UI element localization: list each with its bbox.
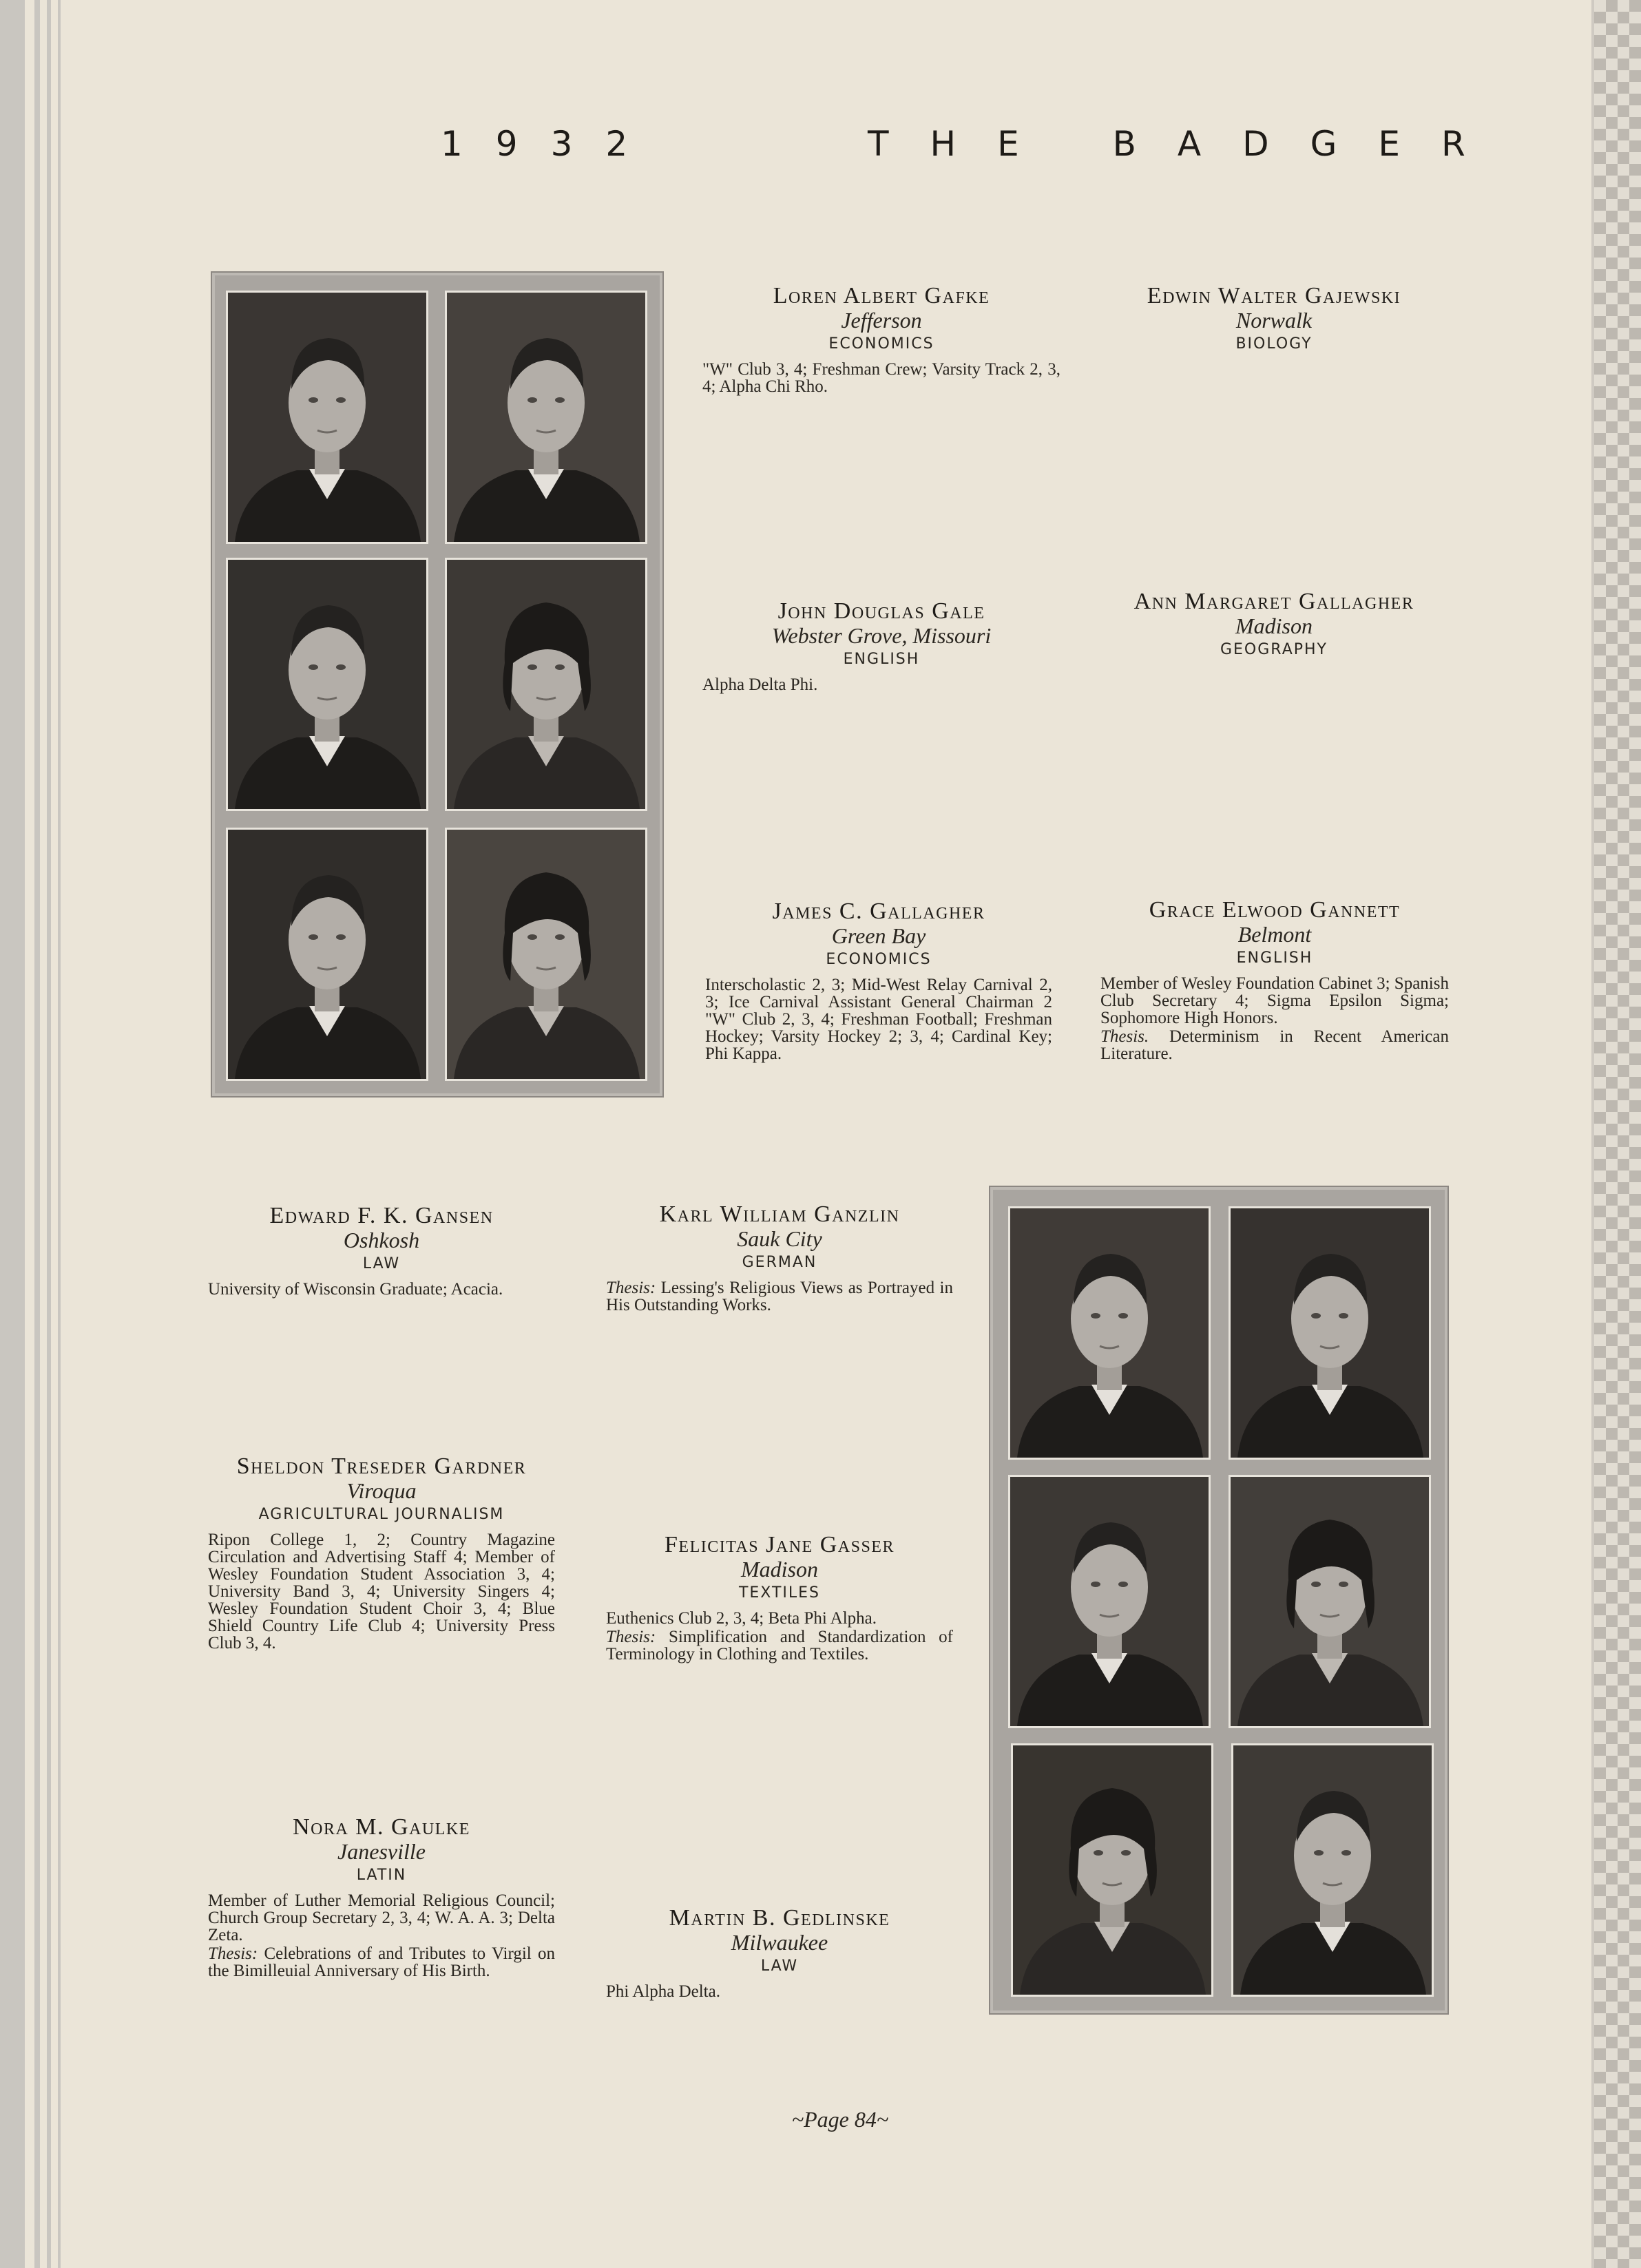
student-major: TEXTILES xyxy=(738,1584,821,1602)
thesis-text: Simplification and Standardization of Terminology in Clothing and Textiles. xyxy=(606,1628,953,1663)
student-activities: Member of Luther Memorial Religious Council; Church Group Secretary 2, 3, 4; W. A. A. 3; Delta Zeta. xyxy=(208,1891,555,1944)
student-entry-gedlinske xyxy=(606,1906,953,2000)
student-activities: Member of Wesley Foundation Cabinet 3; Spanish Club Secretary 4; Sigma Epsilon Sigma; Sophomore High Honors. xyxy=(1100,974,1449,1027)
student-thesis xyxy=(606,1628,953,1663)
student-entry-ganzlin xyxy=(606,1202,953,1314)
portrait-photo xyxy=(226,558,428,811)
portrait-photo xyxy=(1011,1743,1213,1997)
student-hometown: Webster Grove, Missouri xyxy=(771,623,992,648)
portrait-photo xyxy=(445,291,647,544)
thesis-text: Determinism in Recent American Literature. xyxy=(1100,1027,1449,1063)
student-entry-gansen xyxy=(208,1204,555,1298)
student-major: ENGLISH xyxy=(1236,949,1313,967)
student-activities: Euthenics Club 2, 3, 4; Beta Phi Alpha. xyxy=(606,1609,877,1628)
photo-panel-top xyxy=(211,271,664,1098)
thesis-label: Thesis: xyxy=(606,1628,656,1646)
student-major: GERMAN xyxy=(742,1254,817,1271)
student-entry-gafke xyxy=(702,284,1060,395)
student-major: ENGLISH xyxy=(843,651,920,668)
student-activities: Alpha Delta Phi. xyxy=(702,675,818,694)
right-decorative-border xyxy=(1591,0,1641,2268)
student-activities: University of Wisconsin Graduate; Acacia. xyxy=(208,1280,503,1299)
student-name: Edwin Walter Gajewski xyxy=(1147,283,1401,308)
student-major: BIOLOGY xyxy=(1235,335,1313,353)
portrait-photo xyxy=(1008,1206,1211,1460)
portrait-photo xyxy=(1231,1743,1434,1997)
student-activities: "W" Club 3, 4; Freshman Crew; Varsity Track 2, 3, 4; Alpha Chi Rho. xyxy=(702,360,1060,396)
student-major: LAW xyxy=(760,1957,799,1975)
student-thesis xyxy=(606,1279,953,1314)
student-activities: Interscholastic 2, 3; Mid-West Relay Carnival 2, 3; Ice Carnival Assistant General Chairman 2 "W" Club 2, 3, 4; Freshman Football; Freshman Hockey; Varsity Hockey 2; 3, 4; Cardinal Key; Phi Kappa. xyxy=(705,976,1052,1063)
student-hometown: Oshkosh xyxy=(343,1228,420,1252)
student-hometown: Madison xyxy=(741,1557,818,1582)
student-name: Grace Elwood Gannett xyxy=(1149,897,1401,923)
student-entry-gannett xyxy=(1100,898,1449,1062)
student-name: John Douglas Gale xyxy=(777,598,985,624)
student-name: Felicitas Jane Gasser xyxy=(665,1532,895,1557)
page-number: ~Page 84~ xyxy=(791,2107,889,2132)
student-name: James C. Gallagher xyxy=(772,899,985,924)
portrait-photo xyxy=(445,558,647,811)
student-major: GEOGRAPHY xyxy=(1220,641,1328,658)
thesis-label: Thesis: xyxy=(208,1944,258,1963)
student-entry-gajewski xyxy=(1102,284,1446,355)
student-hometown: Janesville xyxy=(337,1839,426,1864)
left-decorative-border xyxy=(0,0,66,2268)
student-major: LATIN xyxy=(356,1867,407,1884)
student-name: Nora M. Gaulke xyxy=(293,1814,470,1840)
student-major: ECONOMICS xyxy=(828,335,934,353)
portrait-photo xyxy=(1008,1475,1211,1728)
student-hometown: Jefferson xyxy=(841,308,922,333)
student-name: Karl William Ganzlin xyxy=(659,1201,900,1227)
portrait-photo xyxy=(226,828,428,1081)
student-hometown: Norwalk xyxy=(1235,308,1313,333)
student-activities: Ripon College 1, 2; Country Magazine Circulation and Advertising Staff 4; Member of Wesley Foundation Student Association 3, 4; University Band 3, 4; University Singers 4; Wesley Foundation Student Choir 3, 4; Blue Shield Country Life Club 4; University Press Club 3, 4. xyxy=(208,1531,555,1652)
student-thesis xyxy=(1100,1028,1449,1062)
portrait-photo xyxy=(1229,1206,1431,1460)
student-name: Sheldon Treseder Gardner xyxy=(236,1453,527,1479)
student-name: Loren Albert Gafke xyxy=(773,283,990,308)
student-activities: Phi Alpha Delta. xyxy=(606,1982,720,2001)
portrait-photo xyxy=(226,291,428,544)
student-hometown: Viroqua xyxy=(346,1478,417,1503)
student-entry-gardner xyxy=(208,1454,555,1652)
student-entry-gasser xyxy=(606,1533,953,1663)
thesis-label: Thesis: xyxy=(606,1279,656,1297)
student-major: LAW xyxy=(362,1255,401,1272)
thesis-text: Celebrations of and Tributes to Virgil on the Bimilleuial Anniversary of His Birth. xyxy=(208,1944,555,1980)
student-name: Ann Margaret Gallagher xyxy=(1133,589,1414,614)
portrait-photo xyxy=(1229,1475,1431,1728)
student-hometown: Belmont xyxy=(1237,922,1312,947)
student-entry-james-gallagher xyxy=(705,899,1052,1062)
header-title: THE BADGER xyxy=(868,124,1507,164)
student-major: ECONOMICS xyxy=(826,951,932,968)
student-thesis xyxy=(208,1945,555,1980)
student-hometown: Green Bay xyxy=(831,923,926,948)
student-name: Edward F. K. Gansen xyxy=(269,1203,494,1228)
student-entry-ann-gallagher xyxy=(1102,589,1446,661)
student-entry-gaulke xyxy=(208,1815,555,1980)
student-major: AGRICULTURAL JOURNALISM xyxy=(258,1506,505,1523)
thesis-text: Lessing's Religious Views as Portrayed in His Outstanding Works. xyxy=(606,1279,953,1314)
portrait-photo xyxy=(445,828,647,1081)
photo-panel-bottom xyxy=(989,1186,1449,2015)
student-hometown: Sauk City xyxy=(737,1226,822,1251)
student-entry-gale xyxy=(702,599,1060,693)
header-year: 1932 xyxy=(441,124,661,164)
student-hometown: Milwaukee xyxy=(731,1930,828,1955)
page-header xyxy=(441,124,1529,172)
student-hometown: Madison xyxy=(1235,613,1313,638)
student-name: Martin B. Gedlinske xyxy=(669,1905,890,1931)
thesis-label: Thesis. xyxy=(1100,1027,1149,1046)
